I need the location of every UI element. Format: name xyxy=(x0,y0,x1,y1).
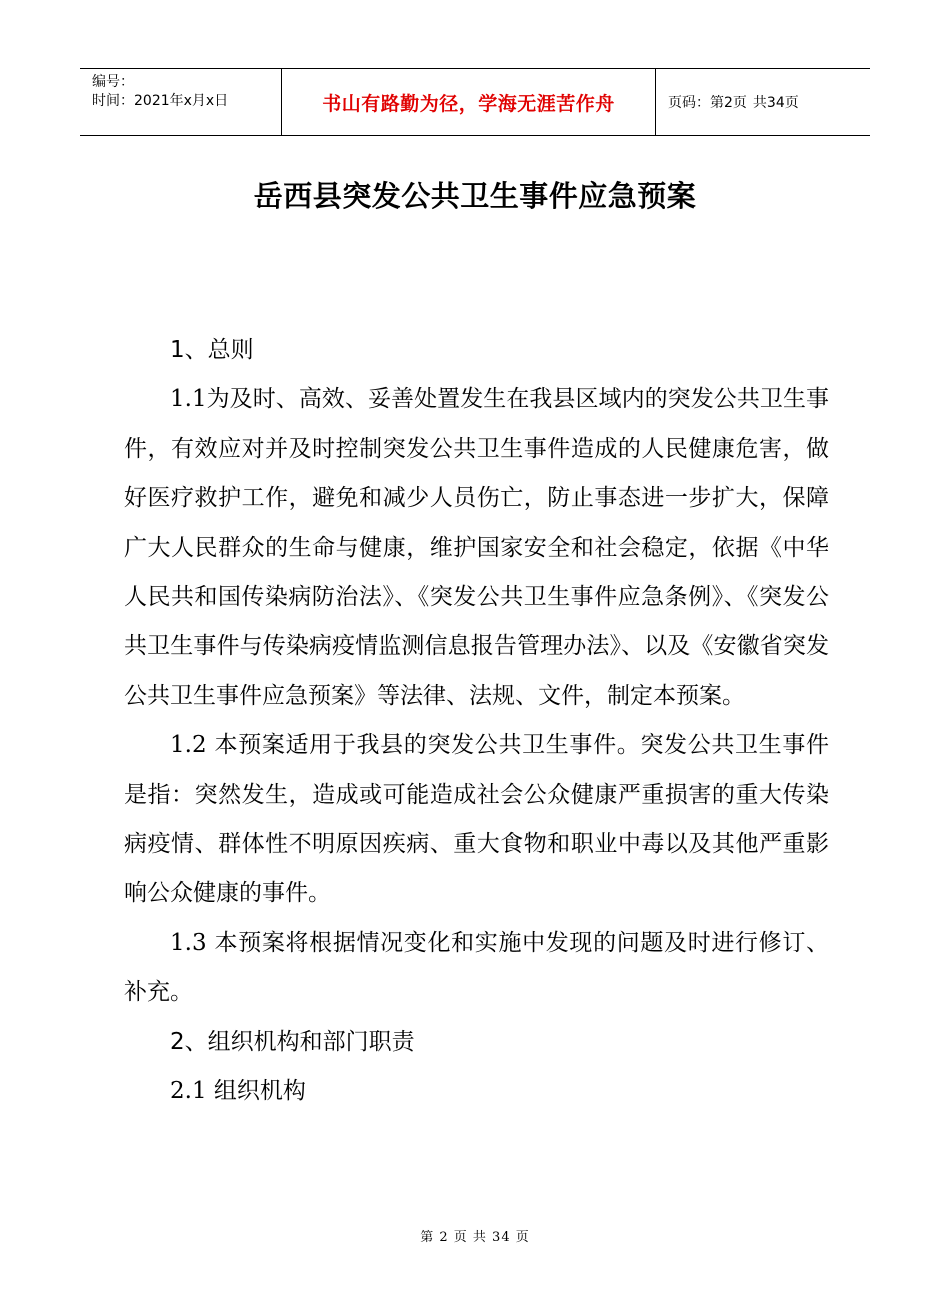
document-number-label: 编号： xyxy=(92,74,134,90)
document-body xyxy=(124,326,829,1117)
header-page-info xyxy=(656,69,870,135)
document-time-label: 时间：2021年x月x日 xyxy=(92,93,229,109)
paragraph-1-2: 1.2 本预案适用于我县的突发公共卫生事件。突发公共卫生事件是指：突然发生，造成或可能造成社会公众健康严重损害的重大传染病疫情、群体性不明原因疾病、重大食物和职业中毒以及其他严重影响公众健康的事件。 xyxy=(124,732,829,907)
header-motto: 书山有路勤为径，学海无涯苦作舟 xyxy=(282,69,656,135)
section-heading-general: 1、总则 xyxy=(170,337,254,363)
paragraph-1-3: 1.3 本预案将根据情况变化和实施中发现的问题及时进行修订、补充。 xyxy=(124,929,829,1006)
header-meta xyxy=(80,69,282,135)
paragraph-2-1: 2.1 组织机构 xyxy=(170,1078,306,1105)
paragraph-1-1: 1.1为及时、高效、妥善处置发生在我县区域内的突发公共卫生事件，有效应对并及时控制突发公共卫生事件造成的人民健康危害，做好医疗救护工作，避免和减少人员伤亡，防止事态进一步扩大，保障广大人民群众的生命与健康，维护国家安全和社会稳定，依据《中华人民共和国传染病防治法》、《突发公共卫生事件应急条例》、《突发公共卫生事件与传染病疫情监测信息报告管理办法》、以及《安徽省突发公共卫生事件应急预案》等法律、法规、文件，制定本预案。 xyxy=(124,386,829,709)
header-table xyxy=(80,68,870,136)
header-page-number: 页码：第2页 xyxy=(668,95,747,111)
page-footer: 第 2 页 共 34 页 xyxy=(420,1230,530,1245)
section-heading-organization: 2、组织机构和部门职责 xyxy=(170,1028,415,1055)
header-total-pages: 共34页 xyxy=(752,95,799,111)
document-title: 岳西县突发公共卫生事件应急预案 xyxy=(253,179,697,213)
